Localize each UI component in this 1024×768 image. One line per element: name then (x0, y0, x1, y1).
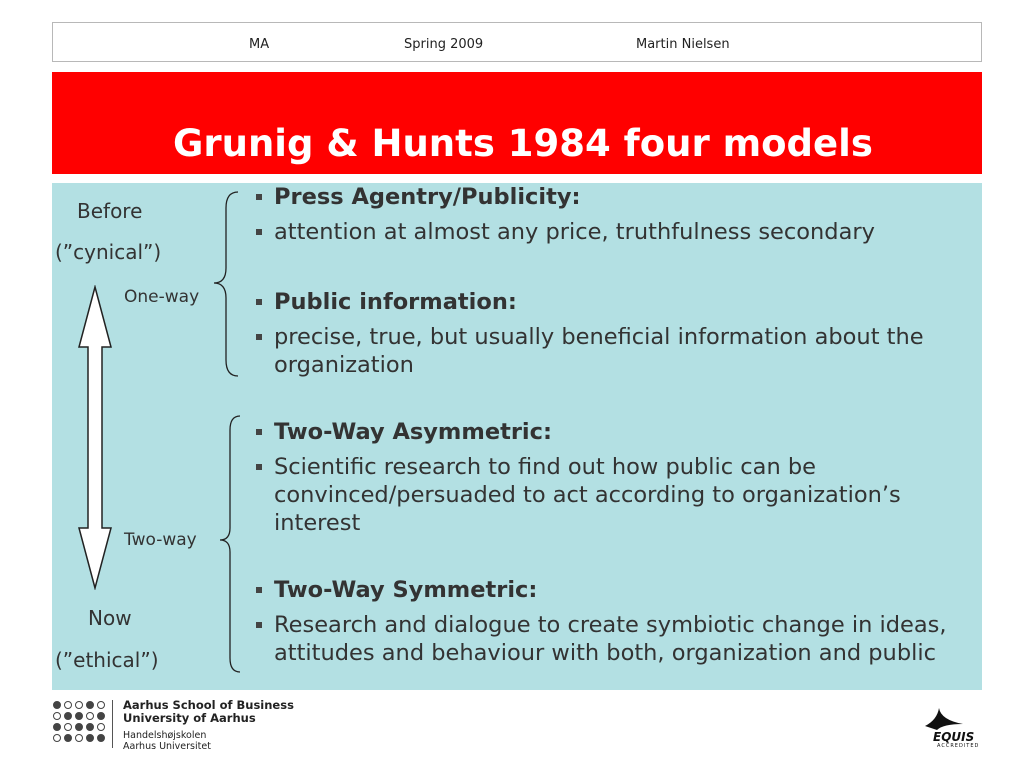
brace-group (208, 190, 248, 680)
model-heading: Two-Way Symmetric: (255, 576, 990, 604)
school-name-danish-line1: Handelshøjskolen (123, 730, 207, 741)
slide-header (52, 22, 982, 62)
model-heading: Public information: (255, 288, 990, 316)
brace-two-way-icon (220, 416, 240, 672)
model-heading: Press Agentry/Publicity: (255, 183, 990, 211)
equis-label: EQUIS (933, 730, 975, 744)
model-heading: Two-Way Asymmetric: (255, 418, 990, 446)
one-way-label: One-way (124, 287, 200, 307)
model-description: Research and dialogue to create symbiotic change in ideas, attitudes and behaviour with both, organization and public (255, 611, 990, 667)
school-name-line1: Aarhus School of Business (123, 698, 294, 712)
header-course: MA (249, 37, 270, 52)
school-logo-icon (52, 700, 106, 750)
footer-divider (112, 700, 113, 748)
school-name-danish-line2: Aarhus Universitet (123, 741, 211, 752)
model-description: precise, true, but usually beneficial information about the organization (255, 323, 990, 379)
equis-accredited-label: ACCREDITED (937, 743, 980, 749)
model-list (255, 183, 990, 674)
header-term: Spring 2009 (404, 37, 484, 52)
school-name-line2: University of Aarhus (123, 711, 256, 725)
slide-title: Grunig & Hunts 1984 four models (173, 122, 873, 165)
double-arrow-icon (70, 285, 120, 590)
equis-logo (915, 706, 980, 754)
model-description: attention at almost any price, truthfulness secondary (255, 218, 990, 246)
timeline-ethical-label: (”ethical”) (55, 648, 159, 672)
header-author: Martin Nielsen (636, 37, 730, 52)
timeline-cynical-label: (”cynical”) (55, 240, 162, 264)
model-description: Scientific research to find out how public can be convinced/persuaded to act according to organization’s interest (255, 453, 990, 537)
two-way-label: Two-way (124, 530, 197, 550)
brace-one-way-icon (214, 192, 238, 376)
timeline-now-label: Now (88, 606, 132, 630)
timeline-before-label: Before (77, 199, 143, 223)
